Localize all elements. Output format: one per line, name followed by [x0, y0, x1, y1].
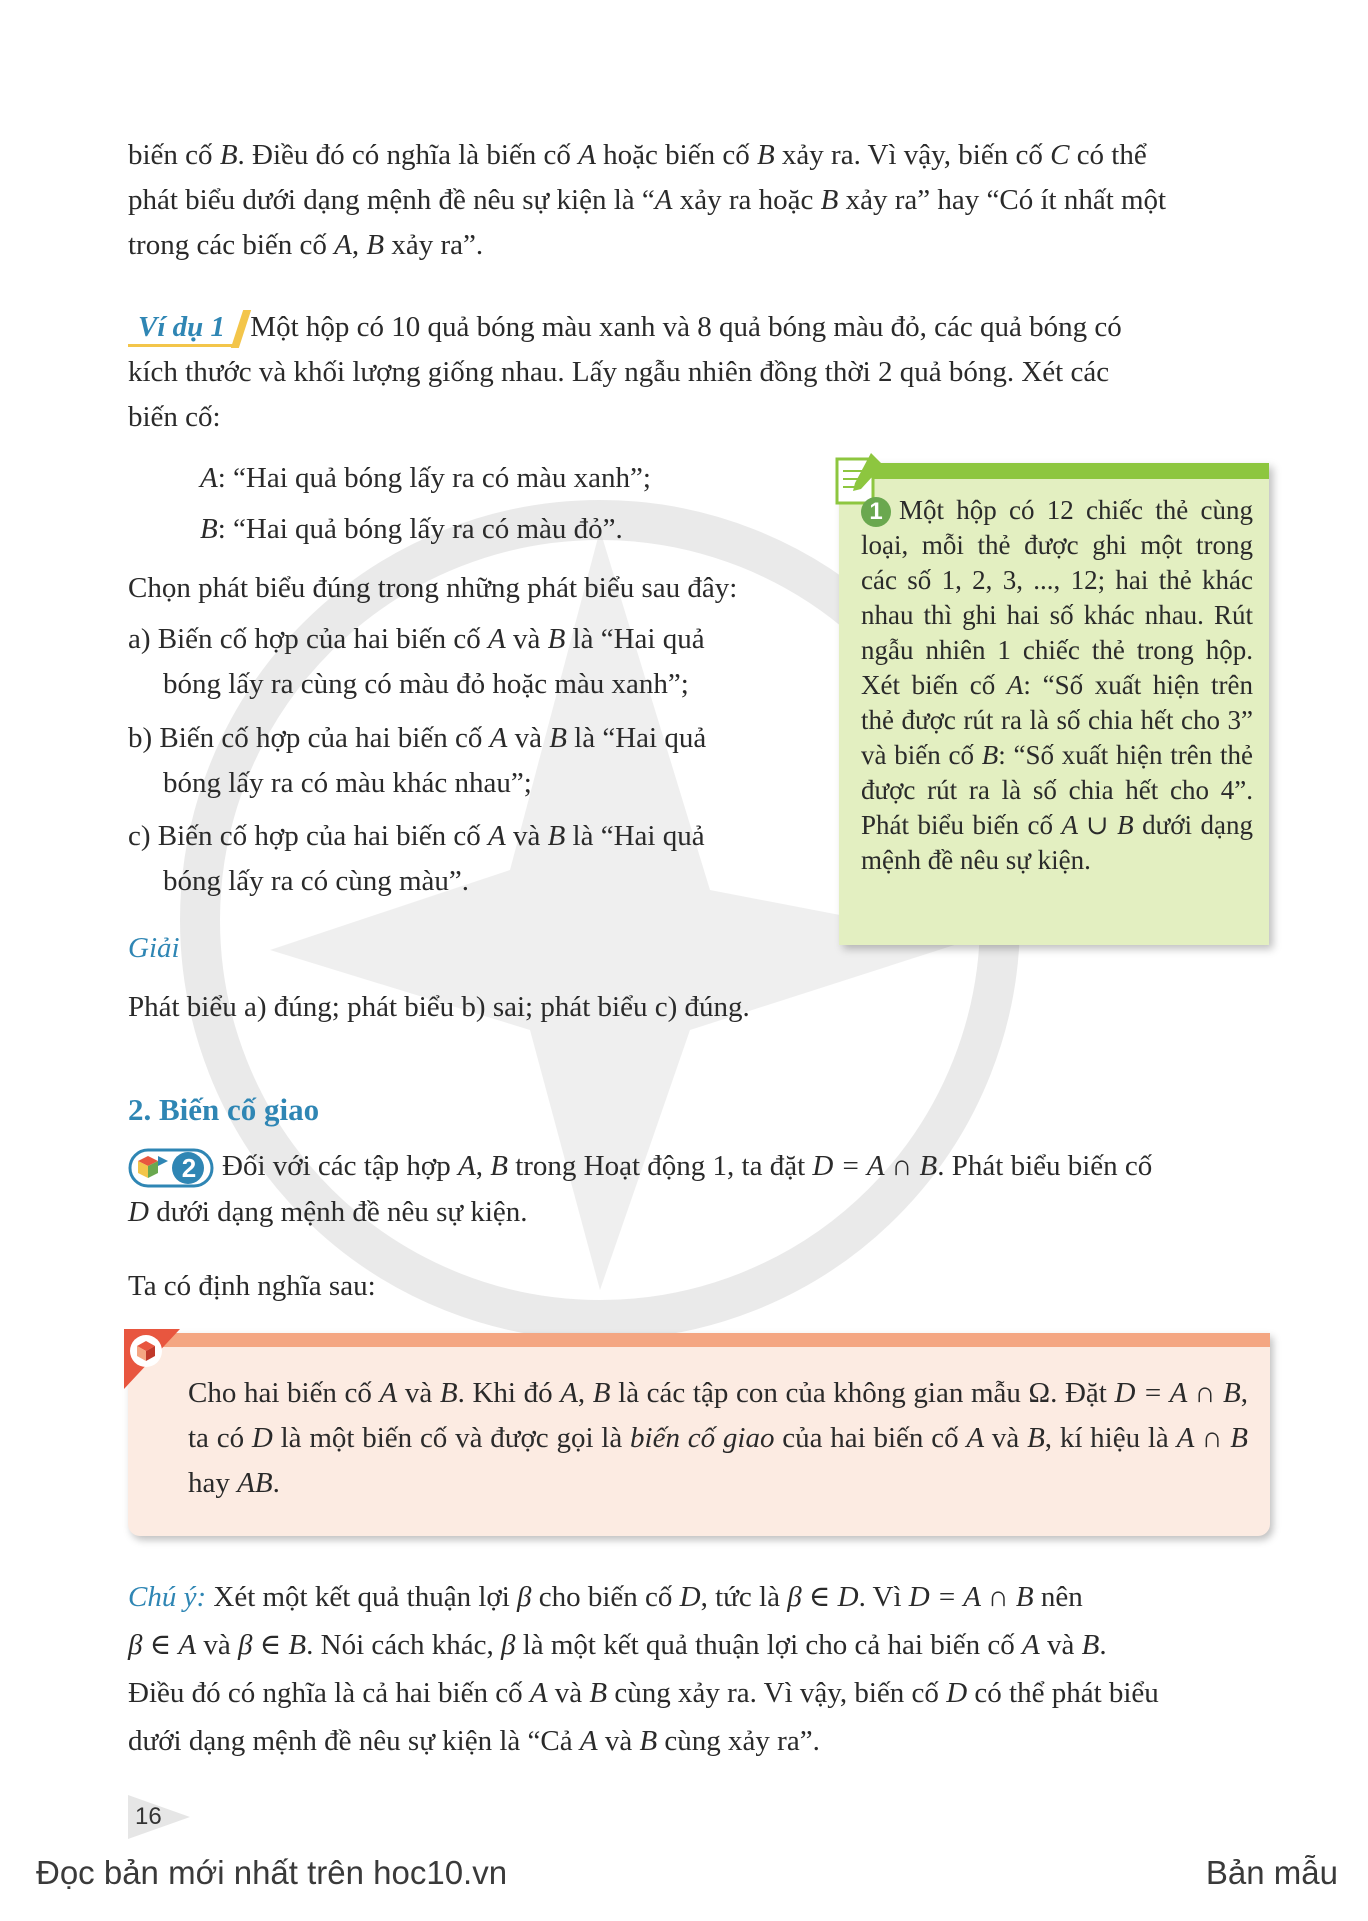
- line: biến cố:: [128, 401, 221, 433]
- footer-edition: Bản mẫu: [1205, 1854, 1338, 1891]
- line: dưới dạng mệnh đề nêu sự kiện là “Cả A và B cùng xảy ra”.: [128, 1725, 820, 1757]
- line: a) Biến cố hợp của hai biến cố A và B là “Hai quả: [128, 623, 705, 655]
- option-b: [128, 716, 808, 806]
- activity-2: [128, 1144, 1270, 1235]
- cube-icon: [128, 1146, 216, 1190]
- practice-box: [839, 463, 1269, 945]
- example-label: Ví dụ 1: [128, 310, 235, 347]
- option-a: [128, 617, 808, 707]
- activity-badge: [128, 1146, 216, 1190]
- line: bóng lấy ra có cùng màu”.: [163, 865, 470, 897]
- line: phát biểu dưới dạng mệnh đề nêu sự kiện là “A xảy ra hoặc B xảy ra” hay “Có ít nhất một: [128, 184, 1167, 216]
- practice-number: 1: [861, 497, 891, 527]
- intro-paragraph: [128, 133, 1270, 268]
- line: bóng lấy ra có màu khác nhau”;: [163, 767, 532, 799]
- line: bóng lấy ra cùng có màu đỏ hoặc màu xanh”;: [163, 668, 689, 700]
- section-title: 2. Biến cố giao: [128, 1092, 320, 1127]
- definition-intro: Ta có định nghĩa sau:: [128, 1270, 376, 1302]
- line: 2 Đối với các tập hợp A, B trong Hoạt động 1, ta đặt D = A ∩ B. Phát biểu biến cố: [128, 1144, 1270, 1190]
- solution-text: Phát biểu a) đúng; phát biểu b) sai; phát biểu c) đúng.: [128, 991, 750, 1023]
- line: Điều đó có nghĩa là cả hai biến cố A và B cùng xảy ra. Vì vậy, biến cố D có thể phát biểu: [128, 1677, 1159, 1709]
- line: β ∈ A và β ∈ B. Nói cách khác, β là một kết quả thuận lợi cho cả hai biến cố A và B.: [128, 1629, 1107, 1661]
- line: Chú ý: Xét một kết quả thuận lợi β cho biến cố D, tức là β ∈ D. Vì D = A ∩ B nên: [128, 1581, 1083, 1613]
- definition-box-bar: [128, 1333, 1270, 1347]
- definition-box: [128, 1333, 1270, 1536]
- solution-label: Giải: [128, 932, 180, 964]
- example-intro: [128, 305, 1270, 440]
- line: c) Biến cố hợp của hai biến cố A và B là “Hai quả: [128, 820, 705, 852]
- definition-icon: [124, 1329, 180, 1391]
- practice-box-bar: [839, 463, 1269, 479]
- line: D dưới dạng mệnh đề nêu sự kiện.: [128, 1196, 528, 1229]
- note-label: Chú ý:: [128, 1581, 207, 1613]
- event-a: A: “Hai quả bóng lấy ra có màu xanh”;: [200, 462, 651, 494]
- line: kích thước và khối lượng giống nhau. Lấy ngẫu nhiên đồng thời 2 quả bóng. Xét các: [128, 356, 1110, 388]
- line: biến cố B. Điều đó có nghĩa là biến cố A hoặc biến cố B xảy ra. Vì vậy, biến cố C có thể: [128, 139, 1147, 171]
- definition-text: Cho hai biến cố A và B. Khi đó A, B là các tập con của không gian mẫu Ω. Đặt D = A ∩ B, ta có D là một biến cố và được gọi là biến cố giao của hai biến cố A và B, kí hiệu là A ∩ B hay AB.: [188, 1377, 1249, 1499]
- practice-text: 1 Một hộp có 12 chiếc thẻ cùng loại, mỗi thẻ được ghi một trong các số 1, 2, 3, ..., 12; hai thẻ khác nhau thì ghi hai số khác nhau. Rút ngẫu nhiên 1 chiếc thẻ trong hộp. Xét biến cố A: “Số xuất hiện trên thẻ được rút ra là số chia hết cho 3” và biến cố B: “Số xuất hiện trên thẻ được rút ra là số chia hết cho 4”. Phát biểu biến cố A ∪ B dưới dạng mệnh đề nêu sự kiện.: [861, 495, 1254, 875]
- line: trong các biến cố A, B xảy ra”.: [128, 229, 484, 261]
- note-paragraph: [128, 1573, 1270, 1765]
- line: Ví dụ 1 Một hộp có 10 quả bóng màu xanh và 8 quả bóng màu đỏ, các quả bóng có: [128, 305, 1270, 350]
- activity-number: 2: [181, 1153, 197, 1184]
- option-c: [128, 814, 808, 904]
- line: b) Biến cố hợp của hai biến cố A và B là “Hai quả: [128, 722, 707, 754]
- choose-prompt: Chọn phát biểu đúng trong những phát biểu sau đây:: [128, 572, 738, 604]
- page-number: 16: [135, 1803, 162, 1830]
- footer-link[interactable]: Đọc bản mới nhất trên hoc10.vn: [36, 1854, 508, 1891]
- event-b: B: “Hai quả bóng lấy ra có màu đỏ”.: [200, 513, 623, 545]
